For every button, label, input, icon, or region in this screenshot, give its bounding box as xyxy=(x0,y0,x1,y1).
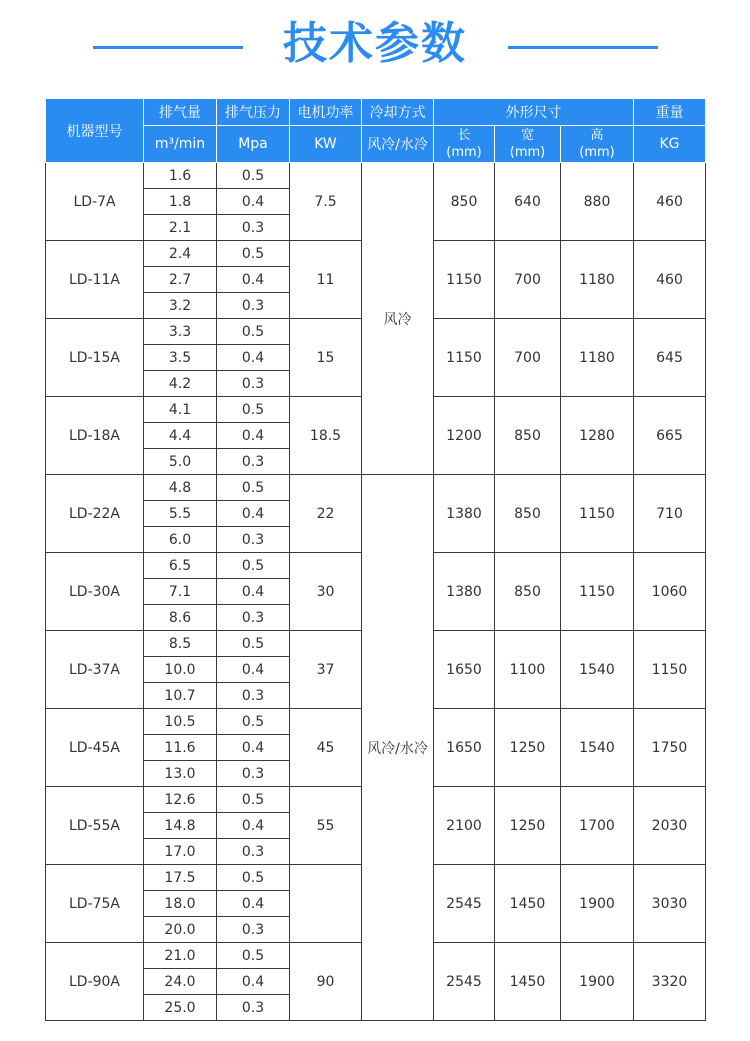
pressure-cell: 0.4 xyxy=(217,189,290,215)
model-cell: LD-90A xyxy=(46,943,144,1021)
page-title: 技术参数 xyxy=(283,18,467,69)
pressure-cell: 0.3 xyxy=(217,293,290,319)
pressure-cell: 0.5 xyxy=(217,163,290,189)
flow-cell: 1.8 xyxy=(144,189,217,215)
pressure-cell: 0.3 xyxy=(217,839,290,865)
height-cell: 1900 xyxy=(561,943,634,1021)
pressure-cell: 0.3 xyxy=(217,215,290,241)
model-cell: LD-55A xyxy=(46,787,144,865)
pressure-cell: 0.4 xyxy=(217,579,290,605)
height-cell: 880 xyxy=(561,163,634,241)
pressure-cell: 0.5 xyxy=(217,241,290,267)
weight-cell: 460 xyxy=(634,163,706,241)
pressure-cell: 0.4 xyxy=(217,969,290,995)
cooling-cell: 风冷 xyxy=(362,163,434,475)
length-cell: 1650 xyxy=(434,631,495,709)
flow-cell: 21.0 xyxy=(144,943,217,969)
model-cell: LD-11A xyxy=(46,241,144,319)
width-cell: 700 xyxy=(495,319,561,397)
height-cell: 1180 xyxy=(561,241,634,319)
flow-cell: 4.4 xyxy=(144,423,217,449)
flow-cell: 13.0 xyxy=(144,761,217,787)
width-cell: 850 xyxy=(495,553,561,631)
flow-cell: 10.5 xyxy=(144,709,217,735)
width-cell: 850 xyxy=(495,475,561,553)
flow-cell: 10.7 xyxy=(144,683,217,709)
header-height xyxy=(561,126,634,163)
header-flow-unit: m³/min xyxy=(144,126,217,163)
flow-cell: 4.1 xyxy=(144,397,217,423)
power-cell: 55 xyxy=(290,787,362,865)
weight-cell: 460 xyxy=(634,241,706,319)
flow-cell: 14.8 xyxy=(144,813,217,839)
title-rule-right xyxy=(508,46,658,49)
height-cell: 1540 xyxy=(561,631,634,709)
weight-cell: 2030 xyxy=(634,787,706,865)
height-cell: 1540 xyxy=(561,709,634,787)
flow-cell: 1.6 xyxy=(144,163,217,189)
table-header xyxy=(46,99,706,163)
model-cell: LD-30A xyxy=(46,553,144,631)
flow-cell: 8.5 xyxy=(144,631,217,657)
power-cell: 30 xyxy=(290,553,362,631)
width-cell: 850 xyxy=(495,397,561,475)
header-width-unit: (mm) xyxy=(509,145,546,160)
pressure-cell: 0.4 xyxy=(217,501,290,527)
flow-cell: 3.2 xyxy=(144,293,217,319)
header-weight-unit: KG xyxy=(634,126,706,163)
power-cell: 18.5 xyxy=(290,397,362,475)
flow-cell: 5.0 xyxy=(144,449,217,475)
length-cell: 2100 xyxy=(434,787,495,865)
flow-cell: 2.4 xyxy=(144,241,217,267)
length-cell: 2545 xyxy=(434,943,495,1021)
width-cell: 1250 xyxy=(495,709,561,787)
flow-cell: 25.0 xyxy=(144,995,217,1021)
length-cell: 1650 xyxy=(434,709,495,787)
model-cell: LD-75A xyxy=(46,865,144,943)
header-length-label: 长 xyxy=(457,128,471,143)
table-body xyxy=(46,163,706,1021)
header-pressure-unit: Mpa xyxy=(217,126,290,163)
width-cell: 1450 xyxy=(495,943,561,1021)
header-cooling: 冷却方式 xyxy=(362,99,434,126)
length-cell: 2545 xyxy=(434,865,495,943)
flow-cell: 6.0 xyxy=(144,527,217,553)
header-cooling-sub: 风冷/水冷 xyxy=(362,126,434,163)
height-cell: 1280 xyxy=(561,397,634,475)
header-length-unit: (mm) xyxy=(446,145,482,160)
pressure-cell: 0.3 xyxy=(217,917,290,943)
pressure-cell: 0.3 xyxy=(217,683,290,709)
pressure-cell: 0.3 xyxy=(217,371,290,397)
flow-cell: 7.1 xyxy=(144,579,217,605)
flow-cell: 5.5 xyxy=(144,501,217,527)
header-height-label: 高 xyxy=(590,128,604,143)
flow-cell: 3.5 xyxy=(144,345,217,371)
power-cell: 15 xyxy=(290,319,362,397)
height-cell: 1900 xyxy=(561,865,634,943)
pressure-cell: 0.4 xyxy=(217,267,290,293)
cooling-cell: 风冷/水冷 xyxy=(362,475,434,1021)
width-cell: 1100 xyxy=(495,631,561,709)
height-cell: 1150 xyxy=(561,553,634,631)
pressure-cell: 0.4 xyxy=(217,813,290,839)
model-cell: LD-37A xyxy=(46,631,144,709)
header-pressure: 排气压力 xyxy=(217,99,290,126)
title-bar xyxy=(0,0,750,98)
flow-cell: 4.8 xyxy=(144,475,217,501)
pressure-cell: 0.4 xyxy=(217,735,290,761)
flow-cell: 18.0 xyxy=(144,891,217,917)
pressure-cell: 0.5 xyxy=(217,865,290,891)
pressure-cell: 0.4 xyxy=(217,657,290,683)
model-cell: LD-18A xyxy=(46,397,144,475)
header-flow: 排气量 xyxy=(144,99,217,126)
model-cell: LD-45A xyxy=(46,709,144,787)
table-row xyxy=(46,163,706,189)
pressure-cell: 0.5 xyxy=(217,943,290,969)
power-cell xyxy=(290,865,362,943)
length-cell: 850 xyxy=(434,163,495,241)
flow-cell: 17.5 xyxy=(144,865,217,891)
pressure-cell: 0.5 xyxy=(217,787,290,813)
weight-cell: 1150 xyxy=(634,631,706,709)
length-cell: 1150 xyxy=(434,241,495,319)
height-cell: 1180 xyxy=(561,319,634,397)
length-cell: 1380 xyxy=(434,475,495,553)
pressure-cell: 0.4 xyxy=(217,423,290,449)
pressure-cell: 0.4 xyxy=(217,345,290,371)
weight-cell: 1060 xyxy=(634,553,706,631)
flow-cell: 2.1 xyxy=(144,215,217,241)
width-cell: 640 xyxy=(495,163,561,241)
pressure-cell: 0.5 xyxy=(217,631,290,657)
flow-cell: 24.0 xyxy=(144,969,217,995)
header-dimensions: 外形尺寸 xyxy=(434,99,634,126)
pressure-cell: 0.3 xyxy=(217,995,290,1021)
model-cell: LD-7A xyxy=(46,163,144,241)
power-cell: 11 xyxy=(290,241,362,319)
header-width-label: 宽 xyxy=(520,128,534,143)
flow-cell: 8.6 xyxy=(144,605,217,631)
flow-cell: 3.3 xyxy=(144,319,217,345)
weight-cell: 1750 xyxy=(634,709,706,787)
weight-cell: 645 xyxy=(634,319,706,397)
power-cell: 90 xyxy=(290,943,362,1021)
pressure-cell: 0.5 xyxy=(217,397,290,423)
flow-cell: 20.0 xyxy=(144,917,217,943)
width-cell: 1250 xyxy=(495,787,561,865)
model-cell: LD-22A xyxy=(46,475,144,553)
pressure-cell: 0.3 xyxy=(217,527,290,553)
length-cell: 1200 xyxy=(434,397,495,475)
pressure-cell: 0.3 xyxy=(217,449,290,475)
header-width xyxy=(495,126,561,163)
height-cell: 1150 xyxy=(561,475,634,553)
flow-cell: 4.2 xyxy=(144,371,217,397)
pressure-cell: 0.4 xyxy=(217,891,290,917)
width-cell: 700 xyxy=(495,241,561,319)
header-height-unit: (mm) xyxy=(579,145,615,160)
width-cell: 1450 xyxy=(495,865,561,943)
power-cell: 45 xyxy=(290,709,362,787)
weight-cell: 3320 xyxy=(634,943,706,1021)
power-cell: 22 xyxy=(290,475,362,553)
length-cell: 1150 xyxy=(434,319,495,397)
flow-cell: 6.5 xyxy=(144,553,217,579)
flow-cell: 12.6 xyxy=(144,787,217,813)
weight-cell: 665 xyxy=(634,397,706,475)
pressure-cell: 0.5 xyxy=(217,709,290,735)
height-cell: 1700 xyxy=(561,787,634,865)
spec-table xyxy=(45,98,706,1021)
header-model: 机器型号 xyxy=(46,99,144,163)
header-power-unit: KW xyxy=(290,126,362,163)
header-weight: 重量 xyxy=(634,99,706,126)
table-row xyxy=(46,475,706,501)
weight-cell: 710 xyxy=(634,475,706,553)
header-power: 电机功率 xyxy=(290,99,362,126)
flow-cell: 17.0 xyxy=(144,839,217,865)
weight-cell: 3030 xyxy=(634,865,706,943)
pressure-cell: 0.3 xyxy=(217,605,290,631)
pressure-cell: 0.5 xyxy=(217,475,290,501)
header-length xyxy=(434,126,495,163)
flow-cell: 2.7 xyxy=(144,267,217,293)
model-cell: LD-15A xyxy=(46,319,144,397)
pressure-cell: 0.5 xyxy=(217,553,290,579)
flow-cell: 10.0 xyxy=(144,657,217,683)
power-cell: 7.5 xyxy=(290,163,362,241)
length-cell: 1380 xyxy=(434,553,495,631)
pressure-cell: 0.3 xyxy=(217,761,290,787)
flow-cell: 11.6 xyxy=(144,735,217,761)
power-cell: 37 xyxy=(290,631,362,709)
pressure-cell: 0.5 xyxy=(217,319,290,345)
